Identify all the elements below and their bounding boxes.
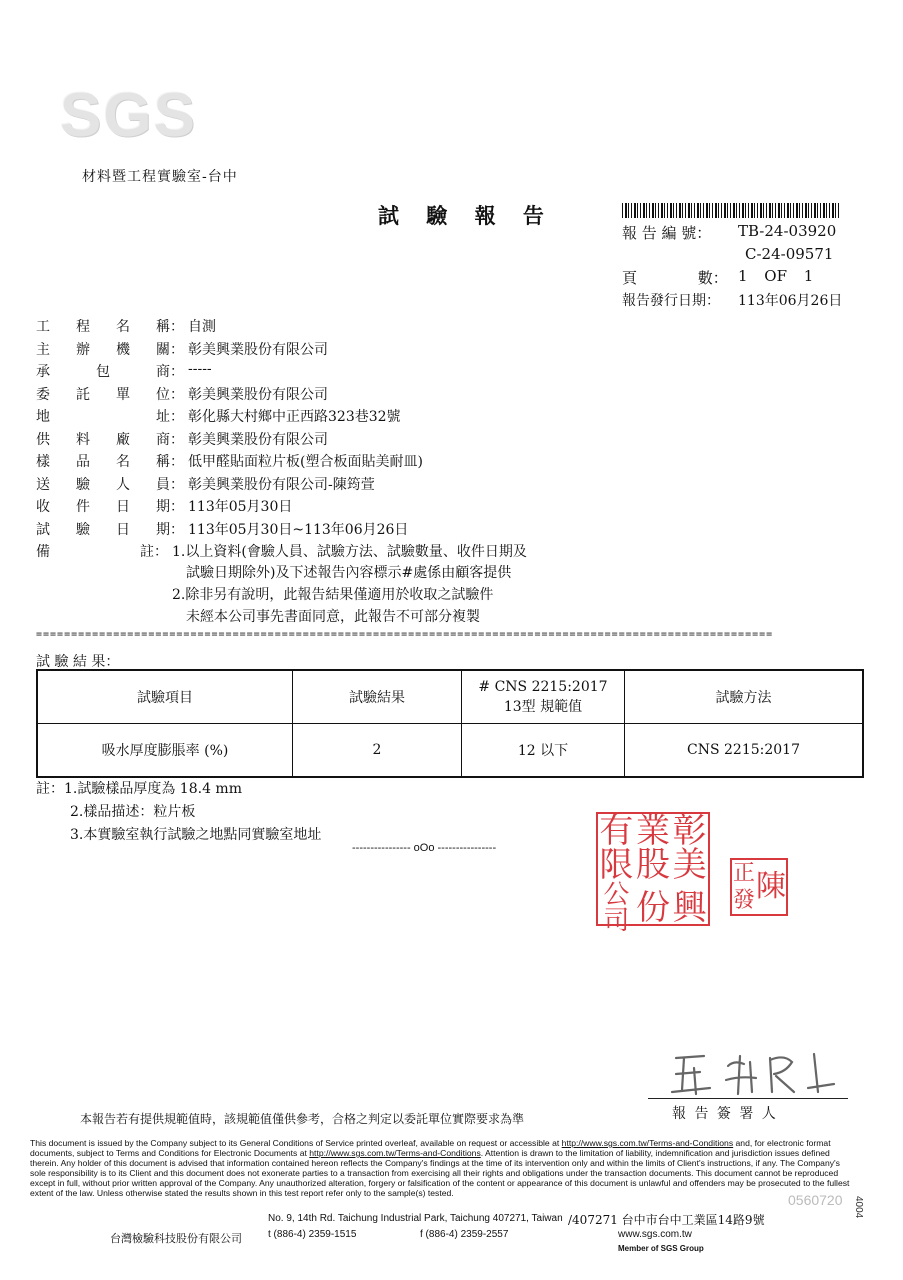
field-label: [36, 339, 170, 359]
field-value: -----: [188, 361, 212, 377]
field-label-char: 址: [156, 409, 170, 425]
results-label: 試 驗 結 果：: [36, 654, 120, 670]
separator-line: =========================================================================================================: [36, 629, 774, 640]
remarks-label-a: 備: [36, 544, 50, 560]
field-label-char: 名: [116, 319, 130, 335]
side-code: 4004: [853, 1196, 864, 1219]
info-field: 送 驗 人 員 ： 彰美興業股份有限公司-陳筠萱: [36, 474, 375, 494]
footer-web[interactable]: www.sgs.com.tw: [618, 1229, 692, 1240]
header-spec-line2: 13型 規範值: [503, 699, 583, 715]
field-label-char: 承: [36, 364, 50, 380]
info-field: 收 件 日 期 ： 113年05月30日: [36, 496, 292, 516]
field-label-char: 辦: [76, 341, 90, 358]
field-label-char: 品: [76, 454, 90, 470]
field-label-char: 期: [156, 521, 170, 538]
field-label-char: 地: [36, 409, 50, 425]
table-row: [37, 724, 863, 778]
field-label-char: 包: [96, 364, 110, 380]
field-value: 低甲醛貼面粒片板(塑合板面貼美耐皿): [188, 454, 423, 470]
results-table: [36, 669, 864, 778]
field-label: [36, 451, 170, 471]
header-test-result: 試驗結果: [293, 670, 462, 724]
pages-value: 1 OF 1: [738, 267, 814, 285]
field-label-char: 供: [36, 431, 50, 448]
field-label: [36, 316, 170, 336]
field-label-char: 委: [36, 386, 50, 403]
field-label-char: 廠: [116, 431, 130, 448]
field-label-char: 稱: [156, 319, 170, 335]
field-label-char: 料: [76, 431, 90, 448]
sgs-logo: SGS: [60, 81, 197, 150]
field-label-char: 日: [116, 521, 130, 538]
footer-fax: f (886-4) 2359-2557: [420, 1229, 509, 1240]
seal-char: 股: [635, 845, 670, 885]
report-number-1: TB-24-03920: [738, 222, 837, 240]
disclaimer: 本報告若有提供規範值時，該規範值僅供參考，合格之判定以委託單位實際要求為準: [80, 1112, 525, 1126]
field-label-char: 件: [76, 499, 90, 515]
end-marker: ---------------- oOo ----------------: [352, 842, 497, 854]
pages-label: 頁 數：: [622, 269, 728, 287]
field-label: [36, 519, 170, 539]
field-label-char: 稱: [156, 454, 170, 470]
field-label-char: 名: [116, 454, 130, 470]
remark-line-2: 試驗日期除外)及下述報告內容標示#處係由顧客提供: [186, 565, 512, 581]
remark-line-3: 2.除非另有說明，此報告結果僅適用於收取之試驗件: [172, 587, 494, 603]
info-field: 地 址 ： 彰化縣大村鄉中正西路323巷32號: [36, 406, 401, 426]
field-value: 彰美興業股份有限公司: [188, 431, 328, 448]
seal-char: 份: [635, 888, 670, 928]
field-value: 113年05月30日: [188, 499, 293, 515]
header-test-method: 試驗方法: [625, 670, 864, 724]
lab-name: 材料暨工程實驗室-台中: [82, 169, 238, 185]
field-label: [36, 361, 170, 381]
field-label-char: 關: [156, 341, 170, 358]
header-spec: [462, 670, 625, 724]
cell-spec: 12 以下: [462, 724, 625, 778]
seal-char: 正: [732, 860, 755, 886]
info-field: 供 料 廠 商 ： 彰美興業股份有限公司: [36, 429, 328, 449]
field-label-char: 驗: [76, 476, 90, 493]
info-field: 試 驗 日 期 ： 113年05月30日~113年06月26日: [36, 519, 408, 539]
table-header-row: [37, 670, 863, 724]
serial-number: 0560720: [788, 1192, 843, 1208]
report-title: 試 驗 報 告: [378, 203, 554, 228]
footer-address-en: No. 9, 14th Rd. Taichung Industrial Park, Taichung 407271, Taiwan: [268, 1213, 563, 1224]
field-value: 彰化縣大村鄉中正西路323巷32號: [188, 409, 401, 425]
field-label: [36, 429, 170, 449]
issue-date-value: 113年06月26日: [738, 293, 843, 309]
field-label-char: 員: [156, 476, 170, 493]
field-label: [36, 406, 170, 426]
field-label-char: 驗: [76, 521, 90, 538]
seal-char: 公 司: [603, 880, 630, 936]
field-value: 彰美興業股份有限公司: [188, 386, 328, 403]
footer-tel: t (886-4) 2359-1515: [268, 1229, 357, 1240]
terms-link-2[interactable]: http://www.sgs.com.tw/Terms-and-Conditions: [309, 1148, 481, 1158]
info-field: 工 程 名 稱 ： 自測: [36, 316, 216, 336]
field-label-char: 商: [156, 364, 170, 380]
field-label-char: 單: [116, 386, 130, 403]
barcode: [622, 203, 840, 218]
remarks-label-b: 註：: [140, 544, 168, 560]
info-field: 承 包 商 ： -----: [36, 361, 212, 380]
seal-char: 限: [599, 845, 634, 885]
seal-char: 美: [672, 845, 707, 885]
issue-date-label: 報告發行日期：: [622, 293, 720, 309]
field-value: 彰美興業股份有限公司-陳筠萱: [188, 476, 375, 493]
field-value: 113年05月30日~113年06月26日: [188, 521, 409, 538]
seal-char: 彰: [672, 811, 707, 851]
info-field: 委 託 單 位 ： 彰美興業股份有限公司: [36, 384, 328, 404]
report-number-2: C-24-09571: [745, 245, 834, 263]
cell-test-result: 2: [293, 724, 462, 778]
field-label-char: 程: [76, 319, 90, 335]
field-label-char: 試: [36, 521, 50, 538]
terms-link-1[interactable]: http://www.sgs.com.tw/Terms-and-Conditions: [561, 1138, 734, 1148]
seal-char: 陳: [756, 869, 786, 904]
header-test-item: 試驗項目: [37, 670, 293, 724]
seal-char: 有: [599, 811, 634, 851]
field-label-char: 收: [36, 499, 50, 515]
field-value: 自測: [188, 319, 216, 335]
seal-char: 發: [732, 887, 755, 913]
header-spec-line1: # CNS 2215:2017: [478, 679, 608, 695]
field-label-char: 託: [76, 386, 90, 403]
company-seal: [596, 811, 710, 936]
field-label-char: 樣: [36, 454, 50, 470]
signature-scribble: [664, 1048, 844, 1100]
info-field: 主 辦 機 關 ： 彰美興業股份有限公司: [36, 339, 328, 359]
cell-test-method: CNS 2215:2017: [625, 724, 864, 778]
field-label: [36, 384, 170, 404]
field-label-char: 日: [116, 499, 130, 515]
field-label: [36, 496, 170, 516]
cell-test-item: 吸水厚度膨脹率 (%): [37, 724, 293, 778]
footer-address-zh: /407271 台中市台中工業區14路9號: [568, 1213, 765, 1227]
person-seal: [730, 858, 788, 916]
field-label-char: 送: [36, 476, 50, 493]
field-label-char: 期: [156, 499, 170, 515]
remark-line-4: 未經本公司事先書面同意，此報告不可部分複製: [186, 609, 480, 625]
note-2: 2.樣品描述：粒片板: [70, 804, 196, 820]
field-label-char: 位: [156, 386, 170, 403]
legal-text: This document is issued by the Company subject to its General Conditions of Service printed overleaf, available on request or accessible at http://www.sgs.com.tw/Terms-and-Conditions and, for electronic format documents, subject to Terms and Conditions for Electronic Documents at http://www.sgs.com.tw/Terms-and-Conditions. Attention is drawn to the limitation of liability, indemnification and jurisdiction issues defined therein. Any holder of this document is advised that information contained hereon reflects the Company's findings at the time of its intervention only and within the limits of Client's instructions, if any. The Company's sole responsibility is to its Client and this document does not exonerate parties to a transaction from exercising all their rights and obligations under the transaction documents. This document cannot be reproduced except in full, without prior written approval of the Company. Any unauthorized alteration, forgery or falsification of the content or appearance of this document is unlawful and offenders may be prosecuted to the fullest extent of the law. Unless otherwise stated the results shown in this test report refer only to the sample(s) tested.: [30, 1138, 850, 1198]
note-3: 3.本實驗室執行試驗之地點同實驗室地址: [70, 827, 322, 843]
report-number-label: 報 告 編 號：: [622, 224, 712, 242]
field-value: 彰美興業股份有限公司: [188, 341, 328, 358]
remark-line-1: 1.以上資料(會驗人員、試驗方法、試驗數量、收件日期及: [172, 544, 527, 560]
seal-char: 業: [635, 811, 670, 851]
field-label-char: 主: [36, 341, 50, 358]
field-label-char: 機: [116, 341, 130, 358]
field-label-char: 工: [36, 319, 50, 335]
footer-company: 台灣檢驗科技股份有限公司: [110, 1232, 242, 1245]
note-1: 註：1.試驗樣品厚度為 18.4 mm: [36, 781, 242, 797]
signature-line: [648, 1098, 848, 1099]
field-label-char: 人: [116, 476, 130, 493]
signer-label: 報 告 簽 署 人: [672, 1106, 778, 1122]
field-label-char: 商: [156, 431, 170, 448]
info-field: 樣 品 名 稱 ： 低甲醛貼面粒片板(塑合板面貼美耐皿): [36, 451, 423, 471]
field-label: [36, 474, 170, 494]
footer-group: Member of SGS Group: [618, 1244, 704, 1253]
seal-char: 興: [672, 888, 707, 928]
